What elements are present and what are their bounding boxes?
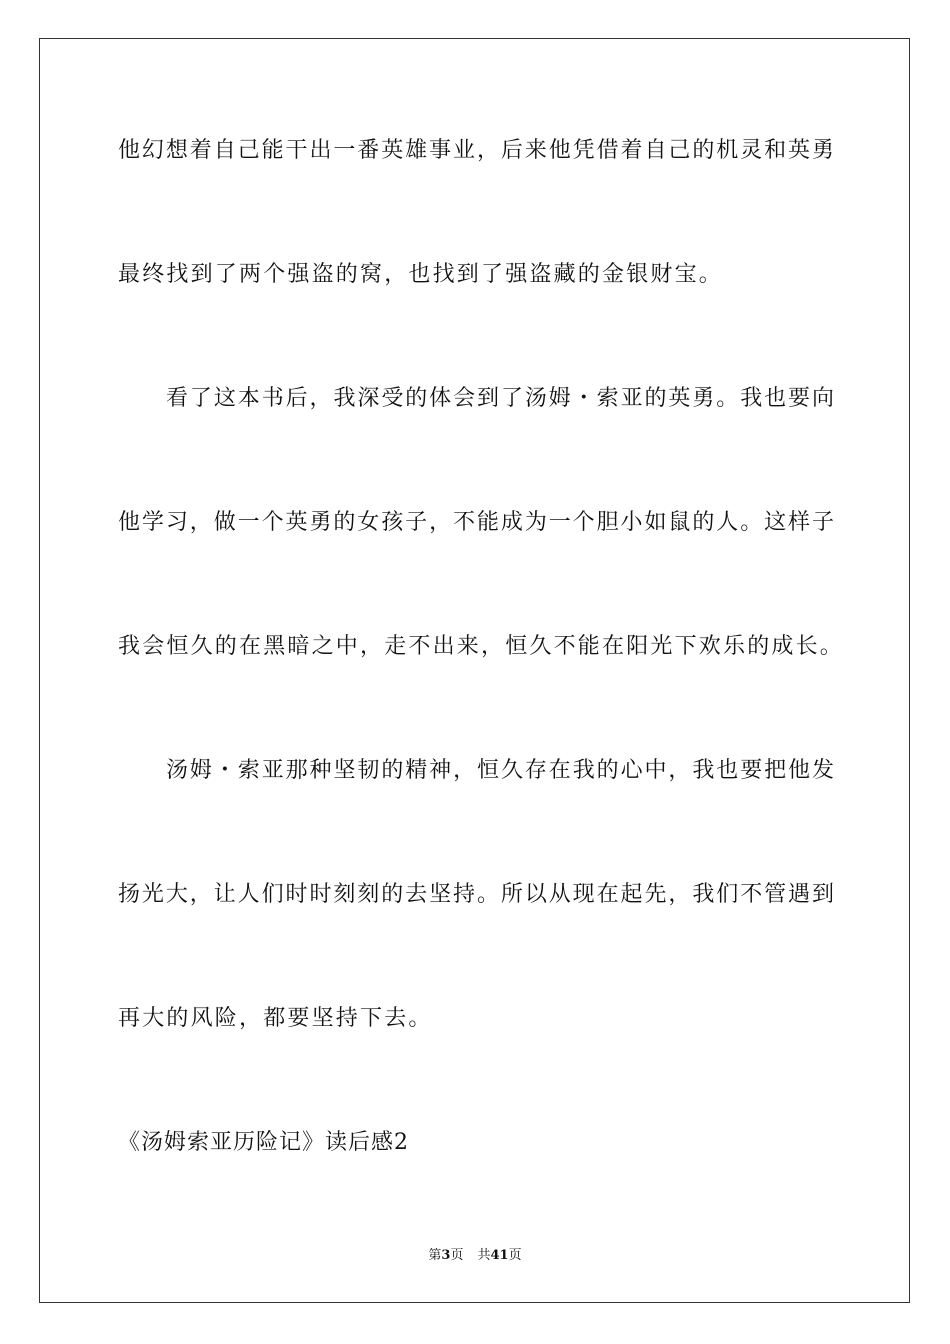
body-line-8: 再大的风险，都要坚持下去。: [118, 1006, 433, 1031]
section-heading: 《汤姆索亚历险记》读后感2: [118, 1130, 409, 1155]
page-footer: [0, 1247, 950, 1265]
body-line-7: 扬光大，让人们时时刻刻的去坚持。所以从现在起先，我们不管遇到: [118, 882, 834, 907]
body-line-2: 最终找到了两个强盗的窝，也找到了强盗藏的金银财宝。: [118, 262, 724, 287]
page-border: [39, 38, 910, 1303]
body-line-3: 看了这本书后，我深受的体会到了汤姆・索亚的英勇。我也要向: [166, 386, 834, 411]
footer-total-suffix: 页: [508, 1248, 522, 1263]
footer-page-suffix: 页: [450, 1248, 464, 1263]
footer-total-pages: 41: [490, 1248, 509, 1263]
footer-page-prefix: 第: [428, 1248, 442, 1263]
body-line-6: 汤姆・索亚那种坚韧的精神，恒久存在我的心中，我也要把他发: [166, 758, 834, 783]
footer-page-number: 3: [441, 1248, 451, 1263]
footer-total-prefix: 共: [477, 1248, 491, 1263]
body-line-5: 我会恒久的在黑暗之中，走不出来，恒久不能在阳光下欢乐的成长。: [118, 634, 845, 659]
body-line-1: 他幻想着自己能干出一番英雄事业，后来他凭借着自己的机灵和英勇: [118, 138, 834, 163]
body-line-4: 他学习，做一个英勇的女孩子，不能成为一个胆小如鼠的人。这样子: [118, 510, 834, 535]
